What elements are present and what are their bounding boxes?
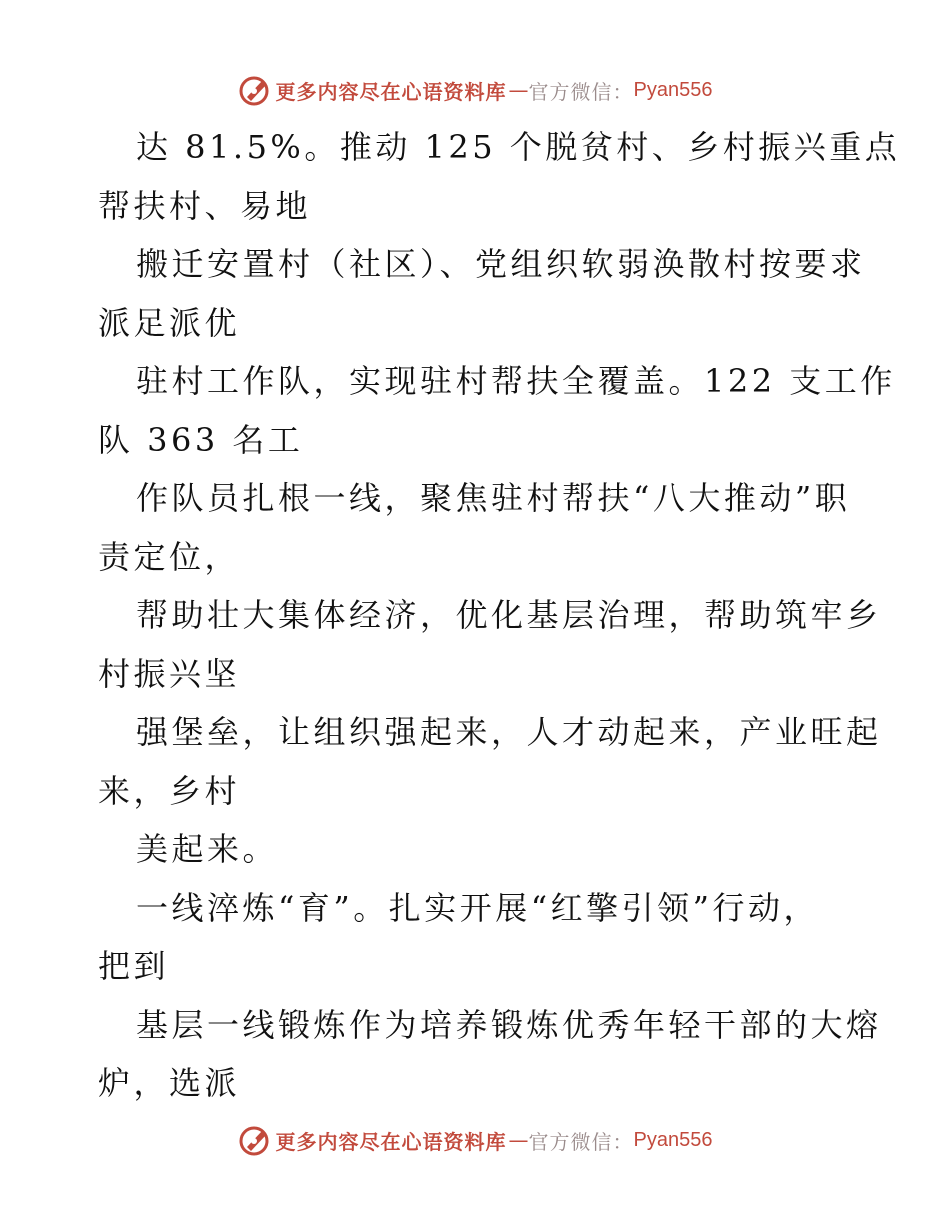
watermark-footer [0,1122,950,1158]
pen-logo-icon [238,73,272,107]
text-line: 村振兴坚 [98,654,241,693]
wechat-label: 官方微信： [528,1129,634,1154]
wechat-id: Pyan556 [633,78,713,101]
text-line: 达 81.5%。推动 125 个脱贫村、乡村振兴重点 [136,128,901,166]
text-line: 炉，选派 [98,1064,241,1102]
text-line: 搬迁安置村（社区）、党组织软弱涣散村按要求 [136,245,866,283]
watermark-separator: — [508,78,529,102]
text-line: 美起来。 [136,830,279,868]
text-line: 帮扶村、易地 [98,186,312,225]
text-line: 把到 [98,947,170,985]
text-line: 强堡垒，让组织强起来，人才动起来，产业旺起 [136,713,882,751]
watermark-text: 更多内容尽在心语资料库 [275,79,507,104]
watermark-text: 更多内容尽在心语资料库 [275,1129,507,1154]
watermark-header [0,72,950,108]
watermark-separator: — [508,1128,529,1152]
text-line: 派足派优 [98,303,241,342]
pen-logo-icon [238,1123,272,1157]
text-line: 作队员扎根一线，聚焦驻村帮扶“八大推动”职 [136,479,851,517]
text-line: 来，乡村 [98,771,241,810]
text-line: 队 363 名工 [98,420,304,459]
document-body [98,118,901,1113]
text-line: 责定位， [98,537,241,576]
text-line: 帮助壮大集体经济，优化基层治理，帮助筑牢乡 [136,596,882,634]
wechat-id: Pyan556 [633,1128,713,1151]
text-line: 一线淬炼“育”。扎实开展“红擎引领”行动， [136,888,819,927]
text-line: 驻村工作队，实现驻村帮扶全覆盖。122 支工作 [136,362,896,400]
text-line: 基层一线锻炼作为培养锻炼优秀年轻干部的大熔 [136,1005,882,1044]
wechat-label: 官方微信： [528,79,634,104]
